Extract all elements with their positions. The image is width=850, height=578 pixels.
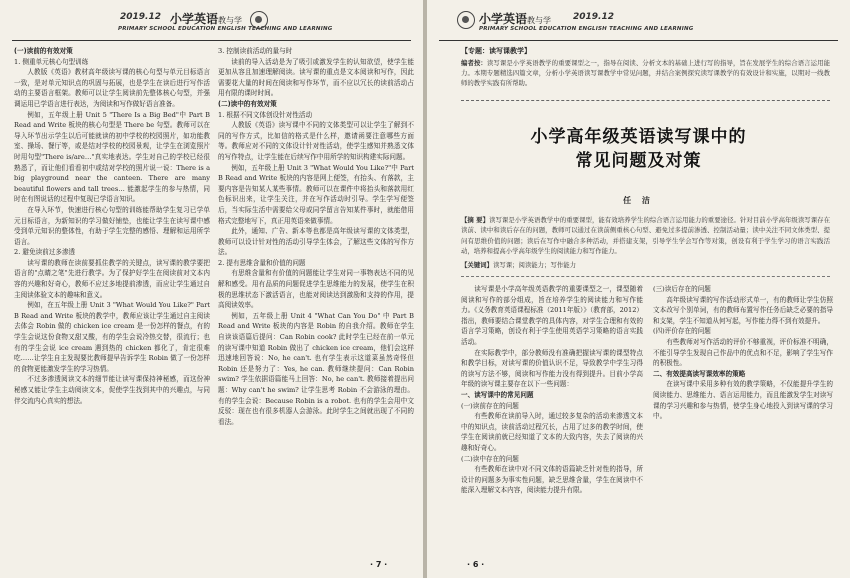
paragraph: 人教版《英语》读写课中不同的文体类型可以让学生了解到不同的写作方式，比如信的格式是什么样，邀请函要注意哪些方面等。教师应对不同的文体设计针对性活动，使学生感知并熟悉文体的写作特点，让学生能在后续写作中用所学的知识构建实际问题。	[218, 121, 414, 161]
paragraph: 读写课是小学高年级英语教学的重要课型之一，课型随着阅读和写作的部分组成，旨在培养学生的阅读能力和写作能力。《义务教育英语课程标准（2011年版）》（教育部，2012）指出，教师要结合课堂教学的具体内容，对学生合理和有效的语言学习策略，创设有利于学生使用英语学习策略的语言实践活动。	[461, 285, 643, 346]
right-column-2	[653, 284, 833, 422]
journal-logo-icon	[457, 11, 475, 29]
paragraph: 不过多渗透阅读文本的细节能让读写课保持神秘感，而这份神秘感又能让学生主动阅读文本，促使学生找到其中的兴趣点，与同伴交流内心真实的想法。	[14, 375, 210, 405]
topic-label: 【专题：读写课教学】	[461, 47, 531, 55]
issue-date: 2019.12	[573, 12, 614, 22]
left-page	[0, 0, 423, 578]
section-heading: 二、有效提高读写课效率的策略	[653, 369, 746, 378]
journal-subtitle: PRIMARY SCHOOL EDUCATION ENGLISH TEACHING AND LEARNING	[118, 26, 333, 32]
subsection-heading: 2. 避免读前过多渗透	[14, 248, 76, 257]
article-title-line-2: 常见问题及对策	[575, 151, 702, 171]
keywords: 读写课；阅读能力；写作能力	[492, 260, 577, 269]
paragraph: 例如，五年级上册 Unit 5 "There Is a Big Bed"中 Part B Read and Write 板块的核心句型是 There be 句型。教师可以在导入环节出示学生以后可能就读的初中学校的校园照片，如功能教室、操场、餐厅等，或是结对学校的校园景观，让学生在浏览照片时用句型"There is/are…"真实地表达。学生对自己的学校已经很熟悉了，而让他们看看初中或结对学校的照片说一说：There is a big playground near the canteen. There are many beautiful flowers and tall trees… 能激起学生的参与热情，同时在有图说话的过程中复现已学语言知识。	[14, 110, 210, 204]
subsection-heading: 2. 提有思维含量和价值的问题	[218, 258, 306, 267]
left-running-header	[0, 6, 423, 40]
paragraph: 有思维含量和有价值的问题能让学生对同一事物表达不同的见解和感受。用有品质的问题促进学生思维能力的发展，使学生在积极的思维状态下激活语言，也能对阅读达到激励和支持的作用，提高阅读效率。	[218, 269, 414, 310]
paragraph: 读写课的教师在读前要抓住教学的关键点，读写课的教学要把语言的"点睛之笔"先进行教学。为了保护好学生在阅读前对文本内容的兴趣和好奇心，教师不应过多地提前渗透，而应让学生通过自主阅读体验文本的趣味和意义。	[14, 258, 210, 299]
issue-date: 2019.12	[120, 12, 161, 22]
article-title-line-1: 小学高年级英语读写课中的	[530, 127, 747, 147]
left-column-1	[14, 46, 210, 406]
subsection-heading: (二)读中存在的问题	[461, 454, 519, 463]
page-number: · 6 ·	[467, 560, 485, 569]
subsection-heading: (三)读后存在的问题	[653, 285, 711, 293]
journal-subtitle: PRIMARY SCHOOL EDUCATION ENGLISH TEACHING AND LEARNING	[479, 26, 694, 32]
paragraph: 在导入环节，快速进行核心句型的训练能帮助学生复习已学单元目标语言，为新知识的学习做好铺垫，也能让学生在读写课中感受到单元知识的整体性，有助于学生完整的感悟、理解和运用所学语言。	[14, 205, 210, 246]
right-column-1	[461, 284, 643, 496]
author-name: 任 洁	[623, 196, 654, 205]
page-number: · 7 ·	[370, 560, 388, 569]
paragraph: 有些教师对写作活动的评价不够重视，评价标准不明确，不能引导学生发现自己作品中的优点和不足，影响了学生写作的积极性。	[653, 337, 833, 368]
journal-title: 小学英语教与学	[170, 12, 243, 26]
paragraph: 有些教师在读前导入时，通过较多复杂的活动来渗透文本中的知识点，读前活动过程冗长，占用了过多的教学时间，使学生在阅读前就已经知道了文本的大致内容，失去了阅读的兴趣和好奇心。	[461, 412, 643, 452]
right-running-header	[427, 6, 850, 40]
header-rule	[439, 40, 838, 41]
paragraph: 人教版《英语》教材高年级读写课的核心句型与单元目标语言一致，是对单元知识点的巩固与拓展，也是学生在读后进行写作活动的主要语言框架。教师可以让学生阅读前先整体核心句型，并强调运用已学语言进行表达，为阅读和写作做好语言准备。	[14, 68, 210, 108]
subsection-heading: 1. 根据不同文体创设针对性活动	[218, 110, 313, 119]
journal-logo-icon	[250, 11, 268, 29]
paragraph: 此外，通知、广告、新本等也都是高年级读写课的文体类型，教师可以设计针对性的活动引导学生体会，了解这些文体的写作方法。	[218, 227, 414, 257]
abstract: 【摘 要】读写课是小学英语教学中的重要课型，能有效培养学生的综合语言运用能力的重要途径。针对目前小学高年级读写课存在读前、读中和读后存在的问题，教师可以通过在读前侧重核心句型、避免过多提前渗透、控制活动量；读中关注不同文体类型、提问有思维价值的问题；读后在写作中融合多种活动，并搭建支架，引导学生学会写作等对策，创设有利于学生学习的语言实践活动，培养和提高小学高年级学生的阅读能力和写作能力。 【关键词】读写课；阅读能力；写作能力	[461, 216, 830, 269]
paragraph: 在实际教学中，部分教师没有准确把握读写课的课型特点和教学目标，对读写课的价值认识不足，导致教学中学生习得的读写方法不够，阅读和写作能力没有得到提升。目前小学高年级的读写课主要存在以下一些问题：	[461, 348, 643, 389]
subsection-heading: 1. 侧重单元核心句型训练	[14, 57, 89, 66]
subsection-heading: (一)读前存在的问题	[461, 401, 519, 410]
subsection-heading: (四)评价存在的问题	[653, 327, 711, 336]
section-heading: 一、读写课中的常见问题	[461, 390, 534, 399]
section-heading: (一)读前的有效对策	[14, 47, 73, 55]
subsection-heading: 3. 控制读前活动的量与时	[218, 47, 293, 55]
editor-note-rule	[461, 100, 830, 101]
right-page	[427, 0, 850, 578]
header-rule	[12, 40, 411, 41]
paragraph: 读前的导入活动是为了吸引或激发学生的认知欲望，使学生能更加从容且加速理解阅读。读写课的重点是文本阅读和写作，因此需要花大量的时间在阅读和写作环节，而不应以冗长的读前活动占用有限的课时时间。	[218, 57, 414, 98]
section-heading: (二)读中的有效对策	[218, 99, 277, 108]
paragraph: 例如，五年级上册 Unit 3 "What Would You Like?"中 Part B Read and Write 板块的内容是网上便签，有抬头、有落款，主要内容是告知某人某些事情。教师可以在课件中将抬头和落款用红色标识出来，让学生关注，并在写作活动时引导。学生学写便签后，当实际生活中需要给父母或同学留言告知某件事时，就能借用格式完整地写下，真正用英语来做事情。	[218, 163, 414, 225]
journal-title: 小学英语教与学	[479, 12, 552, 26]
paragraph: 在读写课中采用多种有效的教学策略，不仅能提升学生的阅读能力、思维能力、语言运用能力，而且能激发学生对读写课的学习兴趣和参与热情，使学生身心地投入到读写课的学习中。	[653, 380, 833, 421]
editor-note: 编者按：读写课是小学英语教学的重要课型之一，指导在阅读、分析文本的基础上进行写的指导，旨在发展学生的综合语言运用能力。本期专题精选四篇文章，分析小学英语读写课教学中常见问题，并结合案例探究读写课教学的有效设计和实施，以期对一线教师的教学实践有所帮助。	[461, 59, 831, 87]
paragraph: 例如，五年级上册 Unit 4 "What Can You Do" 中 Part B Read and Write 板块的内容是 Robin 的自我介绍。教师在学生自读该语篇后提问：Can Robin cook? 此时学生已经在前一单元的读写课中知道 Robin 做出了 chicken ice cream，他们会这样迅速地回答说：No, he can't. 也有学生表示这道菜虽然奇怪但 Robin 还是努力了：Yes, he can. 教师继续提问：Can Robin swim? 学生依据语篇能马上回答：No, he can't. 教师接着提出问题：Why can't he swim? 让学生思考 Robin 不会游泳的理由。有的学生会说：Because Robin is a robot. 也有的学生会用中文反驳：现在也有很多机器人会游泳。此时学生之间就出现了不同的看法。	[218, 311, 414, 426]
paragraph: 有些教师在读中对不同文体的语篇缺乏针对性的指导，所设计的问题多为事实性问题，缺乏思维含量，学生在阅读中不能深入理解文本内容，阅读能力提升有限。	[461, 465, 643, 495]
abstract-rule	[461, 276, 830, 277]
paragraph: 高年级读写课的写作活动形式单一，有的教师让学生仿照文本改写个别单词，有的教师布置写作任务后缺乏必要的指导和支架，学生不知道从何写起，写作能力得不到有效提升。	[653, 295, 833, 325]
left-column-2	[218, 46, 414, 427]
paragraph: 例如，在五年级上册 Unit 3 "What Would You Like?" Part B Read and Write 板块的教学中，教师应该让学生通过自主阅读去体会 Robin 做的 chicken ice cream 是一份怎样的餐点，有的学生会说这份食物又甜又酸，有的学生会说冷热交替，很流行；也有的学生会说 ice cream 遇到热的 chicken 都化了，肯定很难吃……让学生自主发现要比教师提早告诉学生 Robin 做了一份怎样的食物更能激发学生的学习热情。	[14, 301, 210, 373]
